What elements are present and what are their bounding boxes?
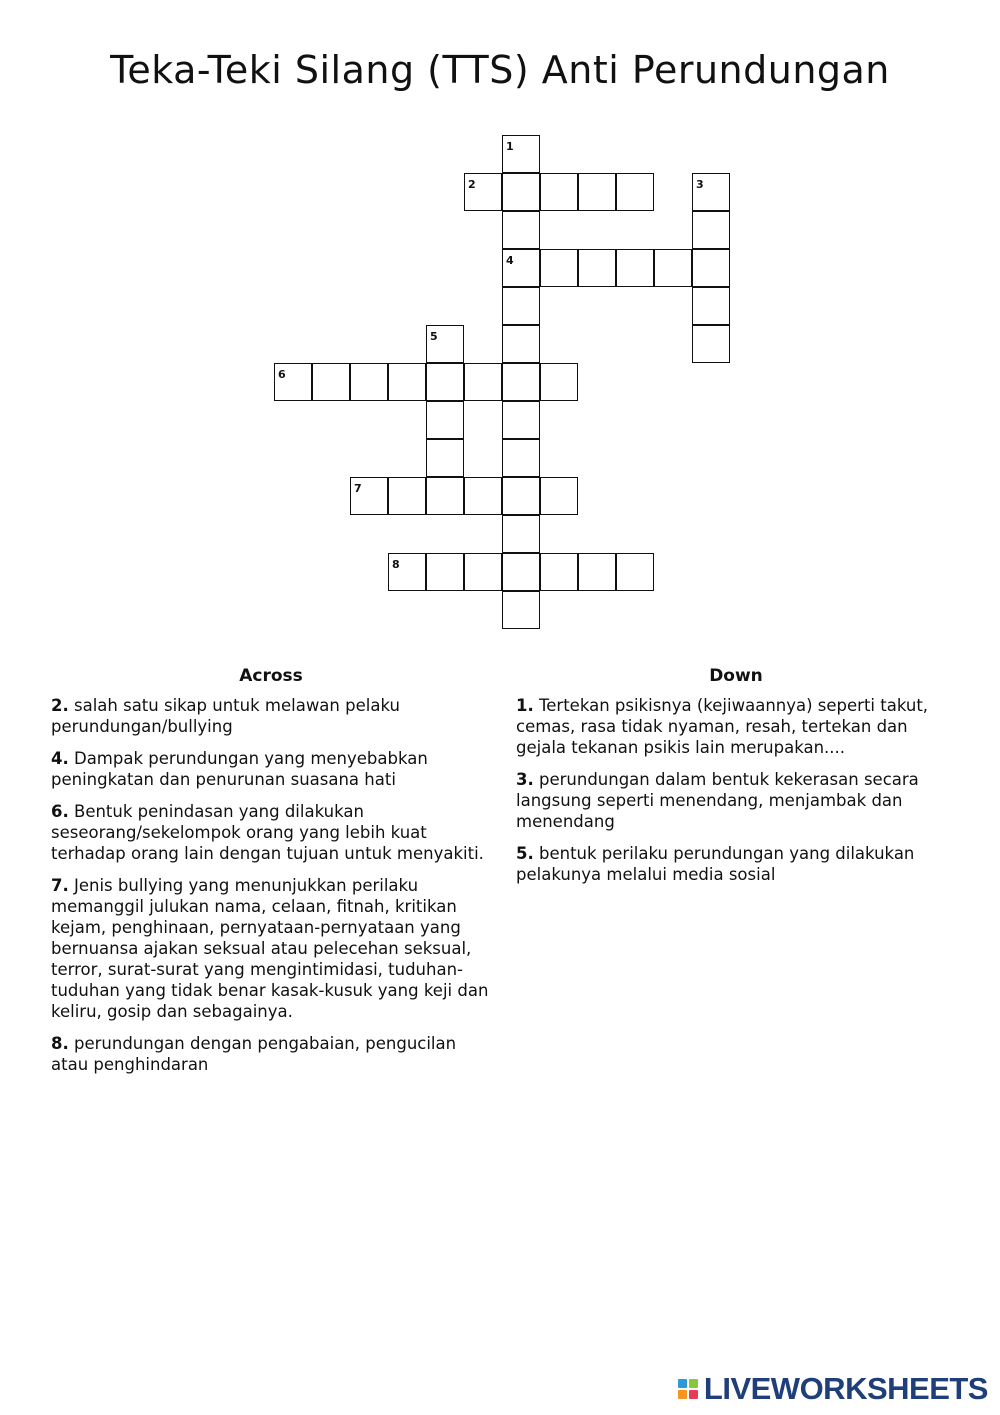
crossword-cell[interactable] [578,249,616,287]
across-clue-7 [51,875,491,1022]
clue-number: 5. [516,844,534,863]
crossword-cell[interactable] [616,173,654,211]
crossword-cell[interactable] [464,553,502,591]
clue-text: Dampak perundungan yang menyebabkan peningkatan dan penurunan suasana hati [51,749,428,789]
down-clues [516,666,956,896]
across-heading: Across [239,666,303,686]
clue-number: 4. [51,749,69,768]
clue-text: perundungan dengan pengabaian, pengucilan atau penghindaran [51,1034,457,1074]
clue-number-label: 1 [506,140,514,153]
crossword-cell[interactable] [388,477,426,515]
crossword-cell[interactable] [312,363,350,401]
logo-text: LIVEWORKSHEETS [703,1371,988,1406]
crossword-cell[interactable] [540,553,578,591]
crossword-cell[interactable] [502,515,540,553]
clue-number-label: 4 [506,254,514,267]
across-clues [51,666,491,1086]
crossword-cell[interactable] [426,553,464,591]
crossword-cell[interactable] [502,211,540,249]
down-heading: Down [709,666,763,686]
crossword-cell[interactable] [350,477,388,515]
crossword-cell[interactable] [502,135,540,173]
clue-number-label: 5 [430,330,438,343]
crossword-cell[interactable] [502,477,540,515]
clue-text: salah satu sikap untuk melawan pelaku perundungan/bullying [51,696,400,736]
clue-text: perundungan dalam bentuk kekerasan secara langsung seperti menendang, menjambak dan menendang [516,770,919,831]
crossword-cell[interactable] [502,287,540,325]
clue-text: Jenis bullying yang menunjukkan perilaku memanggil julukan nama, celaan, fitnah, kritikan kejam, penghinaan, pernyataan-pernyataan yang bernuansa ajakan seksual atau pelecehan seksual, terror, surat-surat yang mengintimidasi, tuduhan-tuduhan yang tidak benar kasak-kusuk yang keji dan keliru, gosip dan sebagainya. [51,876,489,1021]
crossword-cell[interactable] [464,173,502,211]
crossword-cell[interactable] [502,553,540,591]
across-clue-8 [51,1033,491,1075]
clue-number: 7. [51,876,69,895]
down-clue-5 [516,843,956,885]
crossword-cell[interactable] [692,287,730,325]
crossword-cell[interactable] [692,211,730,249]
crossword-cell[interactable] [616,553,654,591]
crossword-cell[interactable] [464,363,502,401]
crossword-cell[interactable] [502,439,540,477]
crossword-cell[interactable] [692,325,730,363]
crossword-cell[interactable] [388,363,426,401]
crossword-cell[interactable] [502,591,540,629]
logo-blocks-icon [678,1379,698,1399]
clue-number-label: 7 [354,482,362,495]
clue-number-label: 8 [392,558,400,571]
crossword-cell[interactable] [692,249,730,287]
crossword-cell[interactable] [578,553,616,591]
crossword-cell[interactable] [502,173,540,211]
across-clue-4 [51,748,491,790]
crossword-cell[interactable] [540,173,578,211]
crossword-cell[interactable] [502,325,540,363]
crossword-cell[interactable] [692,173,730,211]
clue-number: 1. [516,696,534,715]
crossword-cell[interactable] [426,439,464,477]
crossword-cell[interactable] [350,363,388,401]
clue-text: bentuk perilaku perundungan yang dilakukan pelakunya melalui media sosial [516,844,915,884]
crossword-cell[interactable] [426,477,464,515]
crossword-grid [0,0,1000,640]
crossword-cell[interactable] [426,325,464,363]
page-title: Teka-Teki Silang (TTS) Anti Perundungan [110,48,890,92]
crossword-cell[interactable] [274,363,312,401]
crossword-cell[interactable] [654,249,692,287]
crossword-cell[interactable] [540,477,578,515]
across-clue-2 [51,695,491,737]
crossword-cell[interactable] [578,173,616,211]
across-clue-6 [51,801,491,864]
crossword-cell[interactable] [426,363,464,401]
liveworksheets-logo [678,1371,988,1407]
clue-number-label: 6 [278,368,286,381]
crossword-cell[interactable] [540,249,578,287]
clue-number-label: 3 [696,178,704,191]
crossword-cell[interactable] [388,553,426,591]
clue-text: Bentuk penindasan yang dilakukan seseorang/sekelompok orang yang lebih kuat terhadap orang lain dengan tujuan untuk menyakiti. [51,802,484,863]
crossword-cell[interactable] [502,363,540,401]
down-clue-1 [516,695,956,758]
crossword-cell[interactable] [426,401,464,439]
crossword-cell[interactable] [502,401,540,439]
clue-number: 2. [51,696,69,715]
crossword-cell[interactable] [616,249,654,287]
clue-number: 6. [51,802,69,821]
crossword-cell[interactable] [464,477,502,515]
clue-number: 3. [516,770,534,789]
clue-number: 8. [51,1034,69,1053]
crossword-cell[interactable] [502,249,540,287]
down-clue-3 [516,769,956,832]
clue-number-label: 2 [468,178,476,191]
clue-text: Tertekan psikisnya (kejiwaannya) seperti takut, cemas, rasa tidak nyaman, resah, tertekan dan gejala tekanan psikis lain merupakan.... [516,696,929,757]
crossword-cell[interactable] [540,363,578,401]
